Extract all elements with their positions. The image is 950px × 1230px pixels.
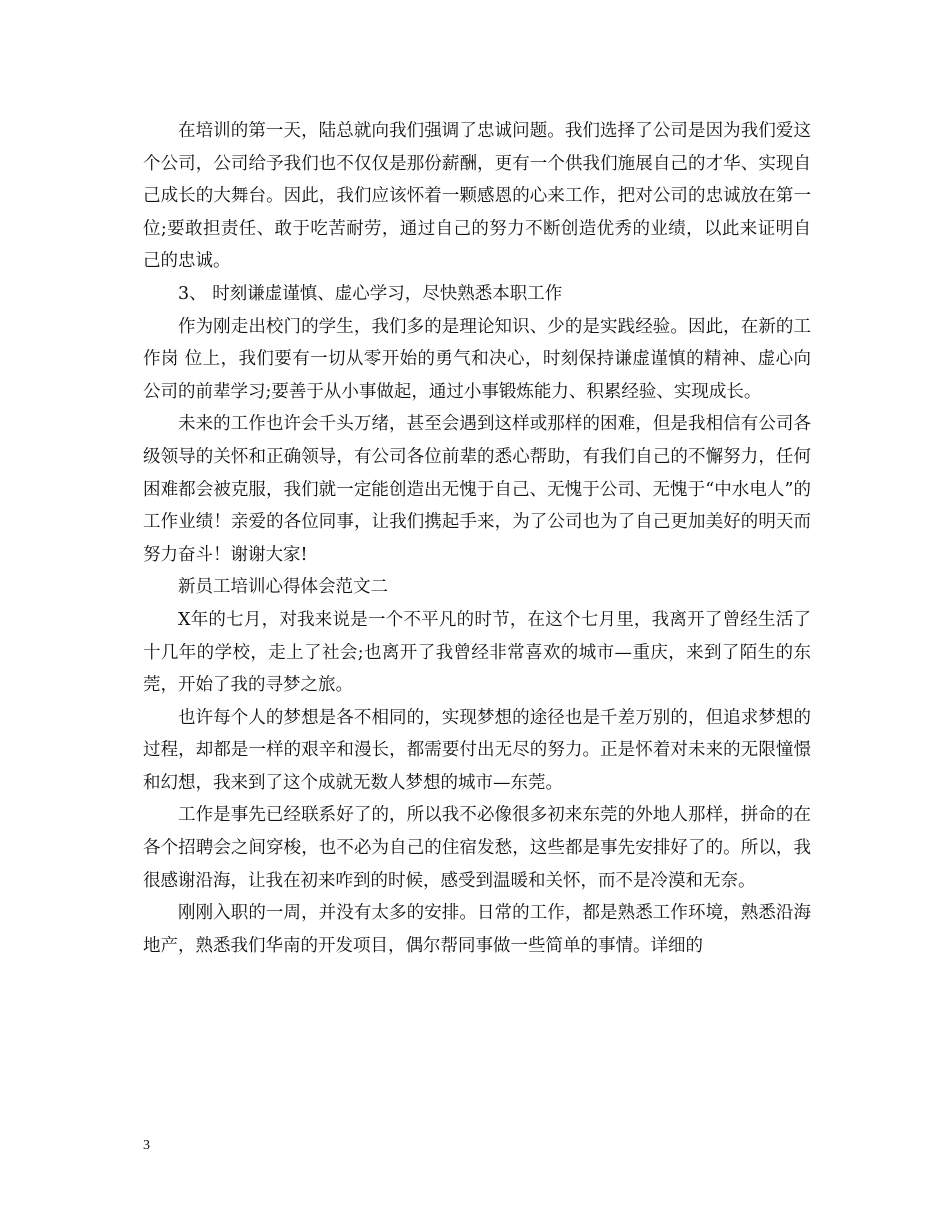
document-body [143,115,811,962]
paragraph-new-graduate: 作为刚走出校门的学生，我们多的是理论知识、少的是实践经验。因此，在新的工作岗 位上，我们要有一切从零开始的勇气和决心，时刻保持谦虚谨慎的精神、虚心向公司的前辈学习;要善于从小事做起，通过小事锻炼能力、积累经验、实现成长。 [143,316,811,402]
paragraph-future-work: 未来的工作也许会千头万绪，甚至会遇到这样或那样的困难，但是我相信有公司各级领导的关怀和正确领导，有公司各位前辈的悉心帮助，有我们自己的不懈努力，任何困难都会被克服，我们就一定能创造出无愧于自己、无愧于公司、无愧于“中水电人”的工作业绩！亲爱的各位同事，让我们携起手来，为了公司也为了自己更加美好的明天而努力奋斗！谢谢大家! [143,414,811,565]
paragraph-first-week: 刚刚入职的一周，并没有太多的安排。日常的工作，都是熟悉工作环境，熟悉沿海地产，熟悉我们华南的开发项目，偶尔帮同事做一些简单的事情。详细的 [143,903,811,956]
paragraph-loyalty: 在培训的第一天，陆总就向我们强调了忠诚问题。我们选择了公司是因为我们爱这个公司，公司给予我们也不仅仅是那份薪酬，更有一个供我们施展自己的才华、实现自己成长的大舞台。因此，我们应该怀着一颗感恩的心来工作，把对公司的忠诚放在第一位;要敢担责任、敢于吃苦耐劳，通过自己的努力不断创造优秀的业绩，以此来证明自己的忠诚。 [143,121,811,272]
page-number: 3 [143,1138,150,1153]
paragraph-july: X年的七月，对我来说是一个不平凡的时节，在这个七月里，我离开了曾经生活了十几年的学校，走上了社会;也离开了我曾经非常喜欢的城市—重庆，来到了陌生的东莞，开始了我的寻梦之旅。 [143,609,811,696]
paragraph-job-arranged: 工作是事先已经联系好了的，所以我不必像很多初来东莞的外地人那样，拼命的在各个招聘会之间穿梭，也不必为自己的住宿发愁，这些都是事先安排好了的。所以，我很感谢沿海，让我在初来咋到的时候，感受到温暖和关怀，而不是冷漠和无奈。 [143,805,811,891]
section-title-sample-two: 新员工培训心得体会范文二 [178,577,388,598]
paragraph-dreams: 也许每个人的梦想是各不相同的，实现梦想的途径也是千差万别的，但追求梦想的过程，却都是一样的艰辛和漫长，都需要付出无尽的努力。正是怀着对未来的无限憧憬和幻想，我来到了这个成就无数人梦想的城市—东莞。 [143,707,811,793]
section-heading-humility: 3、 时刻谦虚谨慎、虚心学习，尽快熟悉本职工作 [178,283,563,304]
